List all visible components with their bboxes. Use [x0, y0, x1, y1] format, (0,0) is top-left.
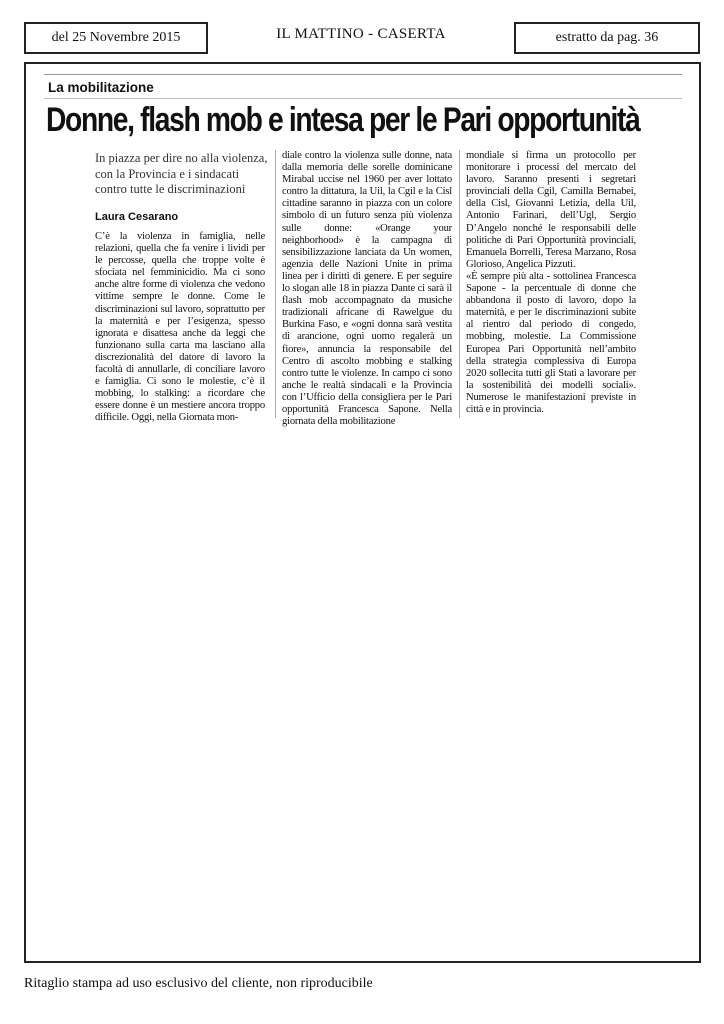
column-2-text: diale contro la violenza sulle donne, nata dalla memoria delle sorelle dominicane Mirabal uccise nel 1960 per aver lottato contro la dittatura, la Uil, la Cgil e la Cisl cittadine saranno in piazza con un colore simbolo di un futuro senza più violenza sulle donne: «Orange your neighborhood» è la campagna di sensibilizzazione lanciata da Un women, agenzia delle Nazioni Unite in prima linea per i diritti di genere. E per seguire lo slogan alle 18 in piazza Dante ci sarà il flash mob accompagnato da musiche tradizionali africane di Rawelgue du Burkina Faso, e «ogni donna sarà vestita di arancione, ogni uomo regalerà un fiore», annuncia la responsabile del Centro di ascolto mobbing e stalking contro tutte le violenze. In campo ci sono anche le realtà sindacali e la Provincia con l’Ufficio della consigliera per le Pari opportunità Francesca Sapone. Nella giornata della mobilitazione — [282, 150, 452, 428]
page-reference-box — [514, 22, 700, 54]
kicker-rule — [44, 98, 682, 99]
article-column-1 — [95, 231, 265, 425]
column-1-text: C’è la violenza in famiglia, nelle relazioni, quella che fa venire i lividi per le percosse, quella che troppe volte è sfociata nel femminicidio. Ma ci sono anche altre forme di violenza che vedono vittime sempre le donne. Come le discriminazioni sul lavoro, soprattutto per la maternità e per l’esigenza, spesso ignorata e disattesa anche da leggi che funzionano sulla carta ma lasciano alla discrezionalità del datore di lavoro la facoltà di annullarle, di conciliare lavoro e famiglia. Ci sono le molestie, c’è il mobbing, lo stalking: a ricordare che essere donne è un mestiere ancora troppo difficile. Oggi, nella Giornata mon- — [95, 231, 265, 424]
column-3-paragraph-1: mondiale si firma un protocollo per monitorare i processi del mercato del lavoro. Saranno presenti i segretari provinciali della Cgil, Camilla Bernabei, della Cisl, Giovanni Letizia, della Uil, Antonio Farinari, dell’Ugl, Sergio D’Angelo nonché le responsabili delle politiche di Pari Opportunità provinciali, Emanuela Borrelli, Teresa Marzano, Rosa Glorioso, Angelica Pizzuti. — [466, 150, 636, 270]
column-divider-1 — [275, 150, 276, 418]
article-byline: Laura Cesarano — [95, 211, 179, 223]
article-column-3 — [466, 150, 636, 416]
article-subtitle: In piazza per dire no alla violenza, con la Provincia e i sindacati contro tutte le discriminazioni — [95, 151, 268, 196]
article-headline: Donne, flash mob e intesa per le Pari opportunità — [46, 101, 640, 139]
top-rule — [44, 74, 682, 75]
article-column-2 — [282, 150, 452, 428]
column-divider-2 — [459, 150, 460, 418]
column-3-paragraph-2: «È sempre più alta - sottolinea Francesca Sapone - la percentuale di donne che abbandona il posto di lavoro, dopo la maternità, e per le discriminazioni subite al rientro dal periodo di congedo, mobbing, molestie. La Commissione Europea Pari Opportunità nell’ambito della strategia complessiva di Europa 2020 sollecita tutti gli Stati a lavorare per la sostenibilità dei modelli sociali». Numerose le manifestazioni previste in città e in provincia. — [466, 270, 636, 415]
reproduction-notice: Ritaglio stampa ad uso esclusivo del cliente, non riproducibile — [24, 976, 373, 991]
article-kicker: La mobilitazione — [48, 80, 154, 95]
newspaper-name: IL MATTINO - CASERTA — [276, 26, 446, 42]
clipping-date-box — [24, 22, 208, 54]
clipping-date: del 25 Novembre 2015 — [51, 30, 181, 45]
page-reference: estratto da pag. 36 — [555, 30, 659, 45]
